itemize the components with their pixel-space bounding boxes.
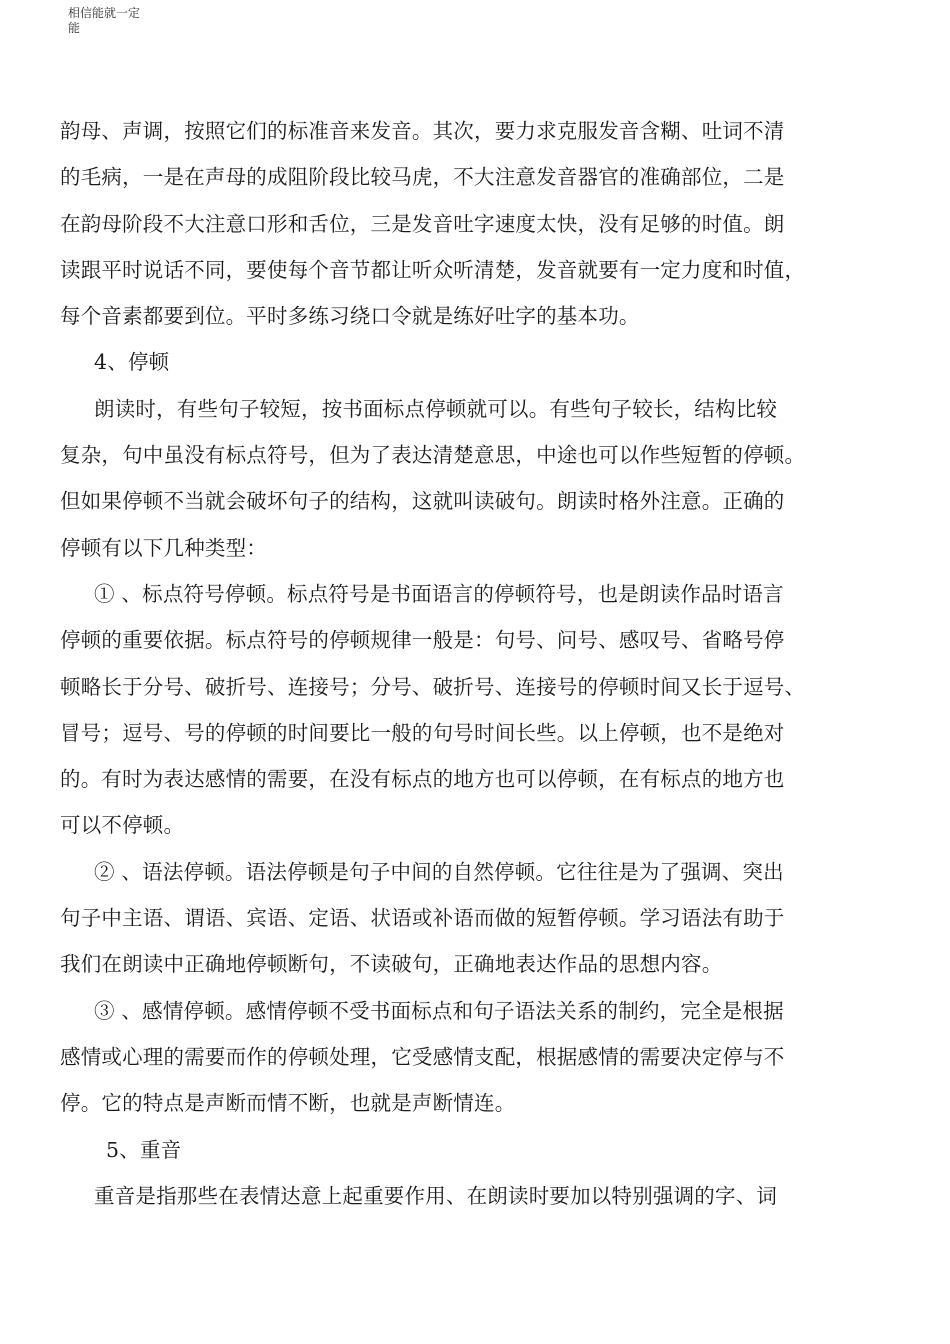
body-line: 复杂，句中虽没有标点符号，但为了表达清楚意思，中途也可以作些短暂的停顿。: [60, 443, 806, 468]
body-line: 每个音素都要到位。平时多练习绕口令就是练好吐字的基本功。: [60, 304, 640, 329]
body-line: 停顿有以下几种类型：: [60, 535, 267, 560]
header-line: 相信能就一定: [68, 6, 141, 20]
paragraph-first-line: ② 、语法停顿。语法停顿是句子中间的自然停顿。它往往是为了强调、突出: [94, 859, 784, 884]
body-line: 韵母、声调，按照它们的标准音来发音。其次，要力求克服发音含糊、吐词不清: [60, 119, 785, 143]
body-line: 顿略长于分号、破折号、连接号；分号、破折号、连接号的停顿时间又长于逗号、: [60, 674, 806, 699]
body-line: 停。它的特点是声断而情不断，也就是声断情连。: [60, 1091, 516, 1116]
body-line: 冒号；逗号、号的停顿的时间要比一般的句号时间长些。以上停顿，也不是绝对: [60, 720, 785, 745]
paragraph-first-line: 重音是指那些在表情达意上起重要作用、在朗读时要加以特别强调的字、词: [94, 1183, 778, 1208]
paragraph-first-line: ① 、标点符号停顿。标点符号是书面语言的停顿符号，也是朗读作品时语言: [94, 581, 784, 606]
section-heading: 4、停顿: [94, 350, 170, 375]
body-line: 但如果停顿不当就会破坏句子的结构，这就叫读破句。朗读时格外注意。正确的: [60, 489, 785, 514]
body-line: 句子中主语、谓语、宾语、定语、状语或补语而做的短暂停顿。学习语法有助于: [60, 906, 785, 931]
body-line: 在韵母阶段不大注意口形和舌位，三是发音吐字速度太快，没有足够的时值。朗: [60, 211, 785, 236]
body-line: 的。有时为表达感情的需要，在没有标点的地方也可以停顿，在有标点的地方也: [60, 767, 785, 792]
body-line: 我们在朗读中正确地停顿断句，不读破句，正确地表达作品的思想内容。: [60, 952, 723, 977]
page-header: [68, 6, 158, 36]
header-line: 能: [68, 21, 81, 35]
document-body: [60, 108, 860, 1219]
body-line: 可以不停顿。: [60, 813, 185, 838]
body-line: 读跟平时说话不同，要使每个音节都让听众听清楚，发音就要有一定力度和时值，: [60, 257, 806, 282]
paragraph-first-line: ③ 、感情停顿。感情停顿不受书面标点和句子语法关系的制约，完全是根据: [94, 998, 784, 1023]
body-line: 的毛病，一是在声母的成阻阶段比较马虎，不大注意发音器官的准确部位，二是: [60, 165, 785, 190]
body-line: 感情或心理的需要而作的停顿处理，它受感情支配，根据感情的需要决定停与不: [60, 1044, 785, 1069]
paragraph-first-line: 朗读时，有些句子较短，按书面标点停顿就可以。有些句子较长，结构比较: [94, 396, 778, 421]
section-heading: 5、重音: [106, 1137, 182, 1162]
body-line: 停顿的重要依据。标点符号的停顿规律一般是：句号、问号、感叹号、省略号停: [60, 628, 785, 653]
